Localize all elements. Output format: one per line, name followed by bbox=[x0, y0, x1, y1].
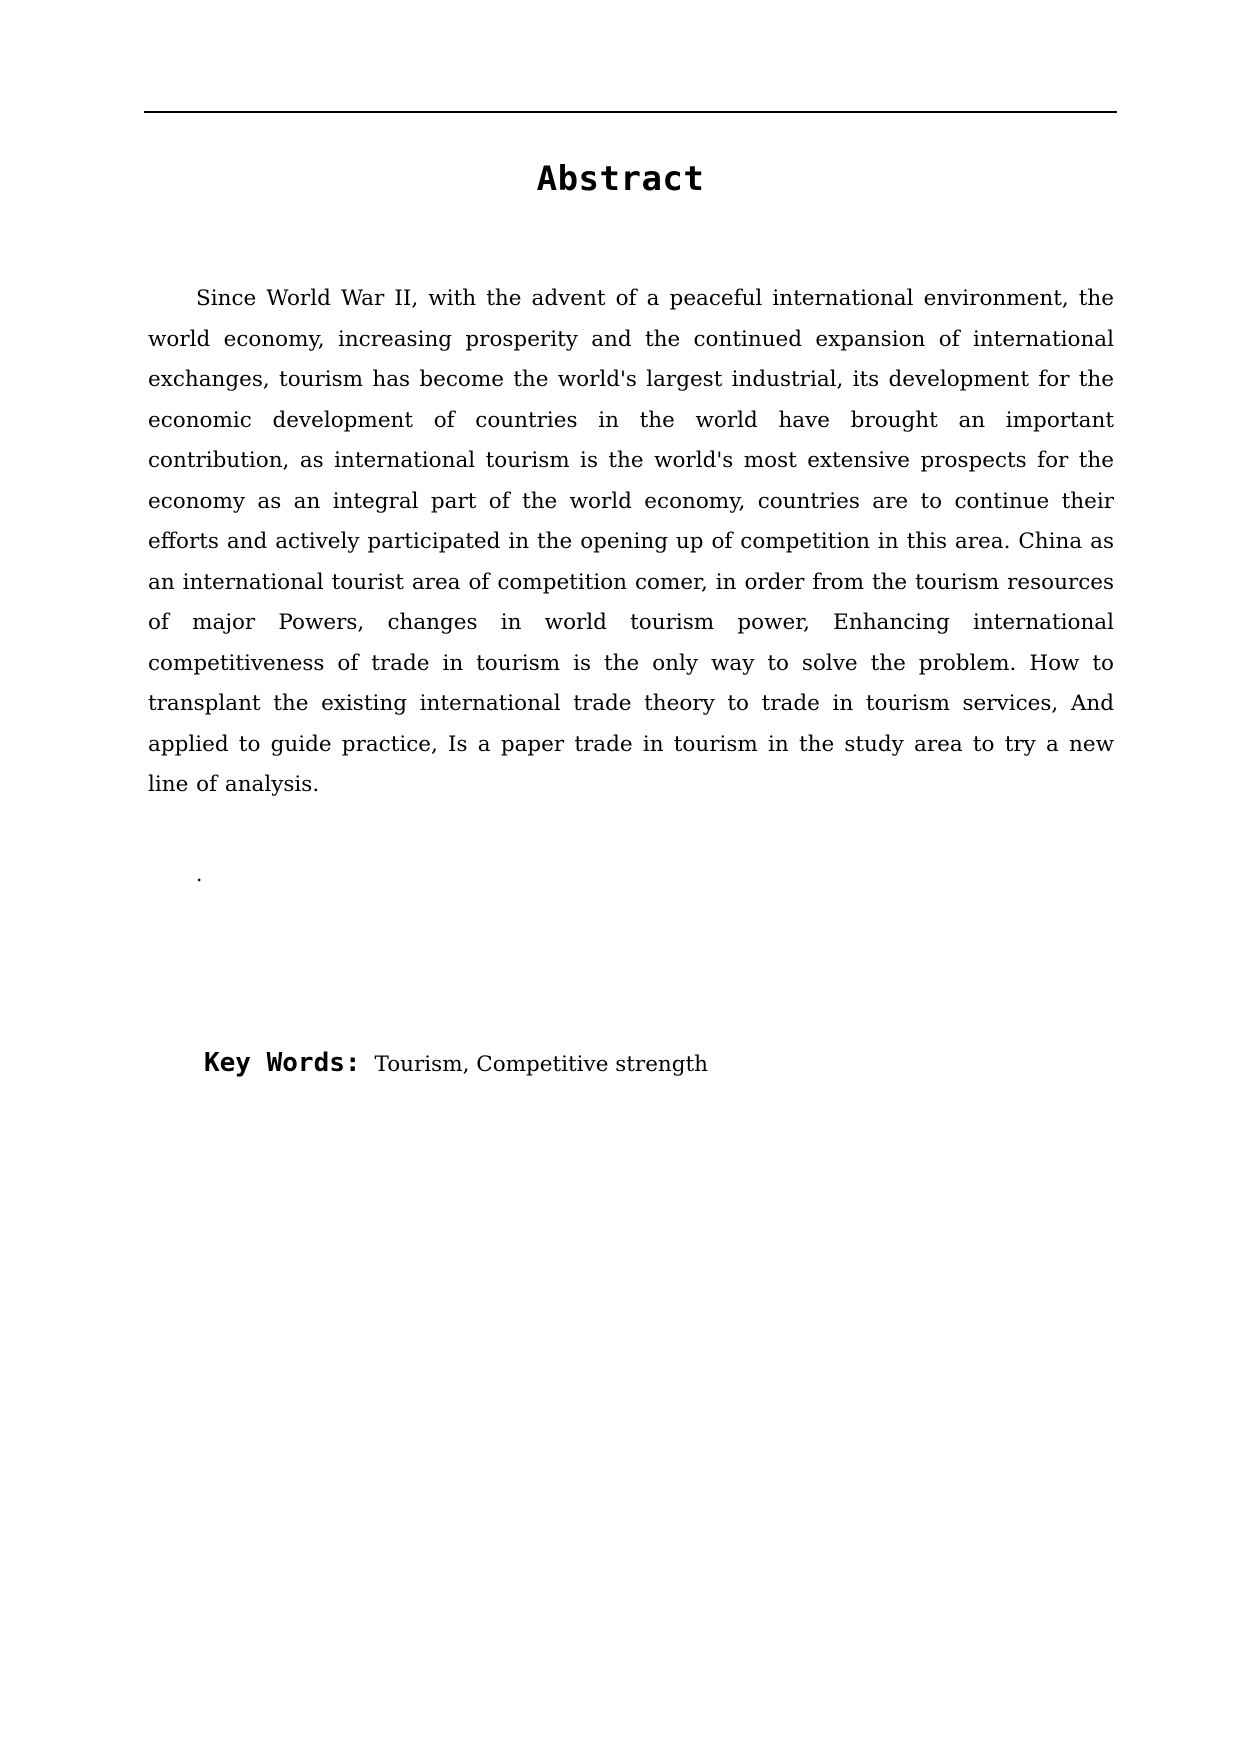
header-rule bbox=[144, 111, 1117, 113]
page-title: Abstract bbox=[536, 159, 705, 199]
keywords-line bbox=[204, 1043, 708, 1085]
keywords-text: Tourism, Competitive strength bbox=[374, 1052, 709, 1077]
stray-mark: . bbox=[196, 862, 203, 886]
abstract-body: Since World War II, with the advent of a peaceful international environment, the world economy, increasing prosperity and the continued expansion of international exchanges, tourism has become the world's largest industrial, its development for the economic development of countries in the world have brought an important contribution, as international tourism is the world's most extensive prospects for the economy as an integral part of the world economy, countries are to continue their efforts and actively participated in the opening up of competition in this area. China as an international tourist area of competition comer, in order from the tourism resources of major Powers, changes in world tourism power, Enhancing international competitiveness of trade in tourism is the only way to solve the problem. How to transplant the existing international trade theory to trade in tourism services, And applied to guide practice, Is a paper trade in tourism in the study area to try a new line of analysis. bbox=[148, 286, 1114, 797]
keywords-label: Key Words bbox=[204, 1048, 345, 1078]
keywords-separator: : bbox=[344, 1048, 361, 1078]
